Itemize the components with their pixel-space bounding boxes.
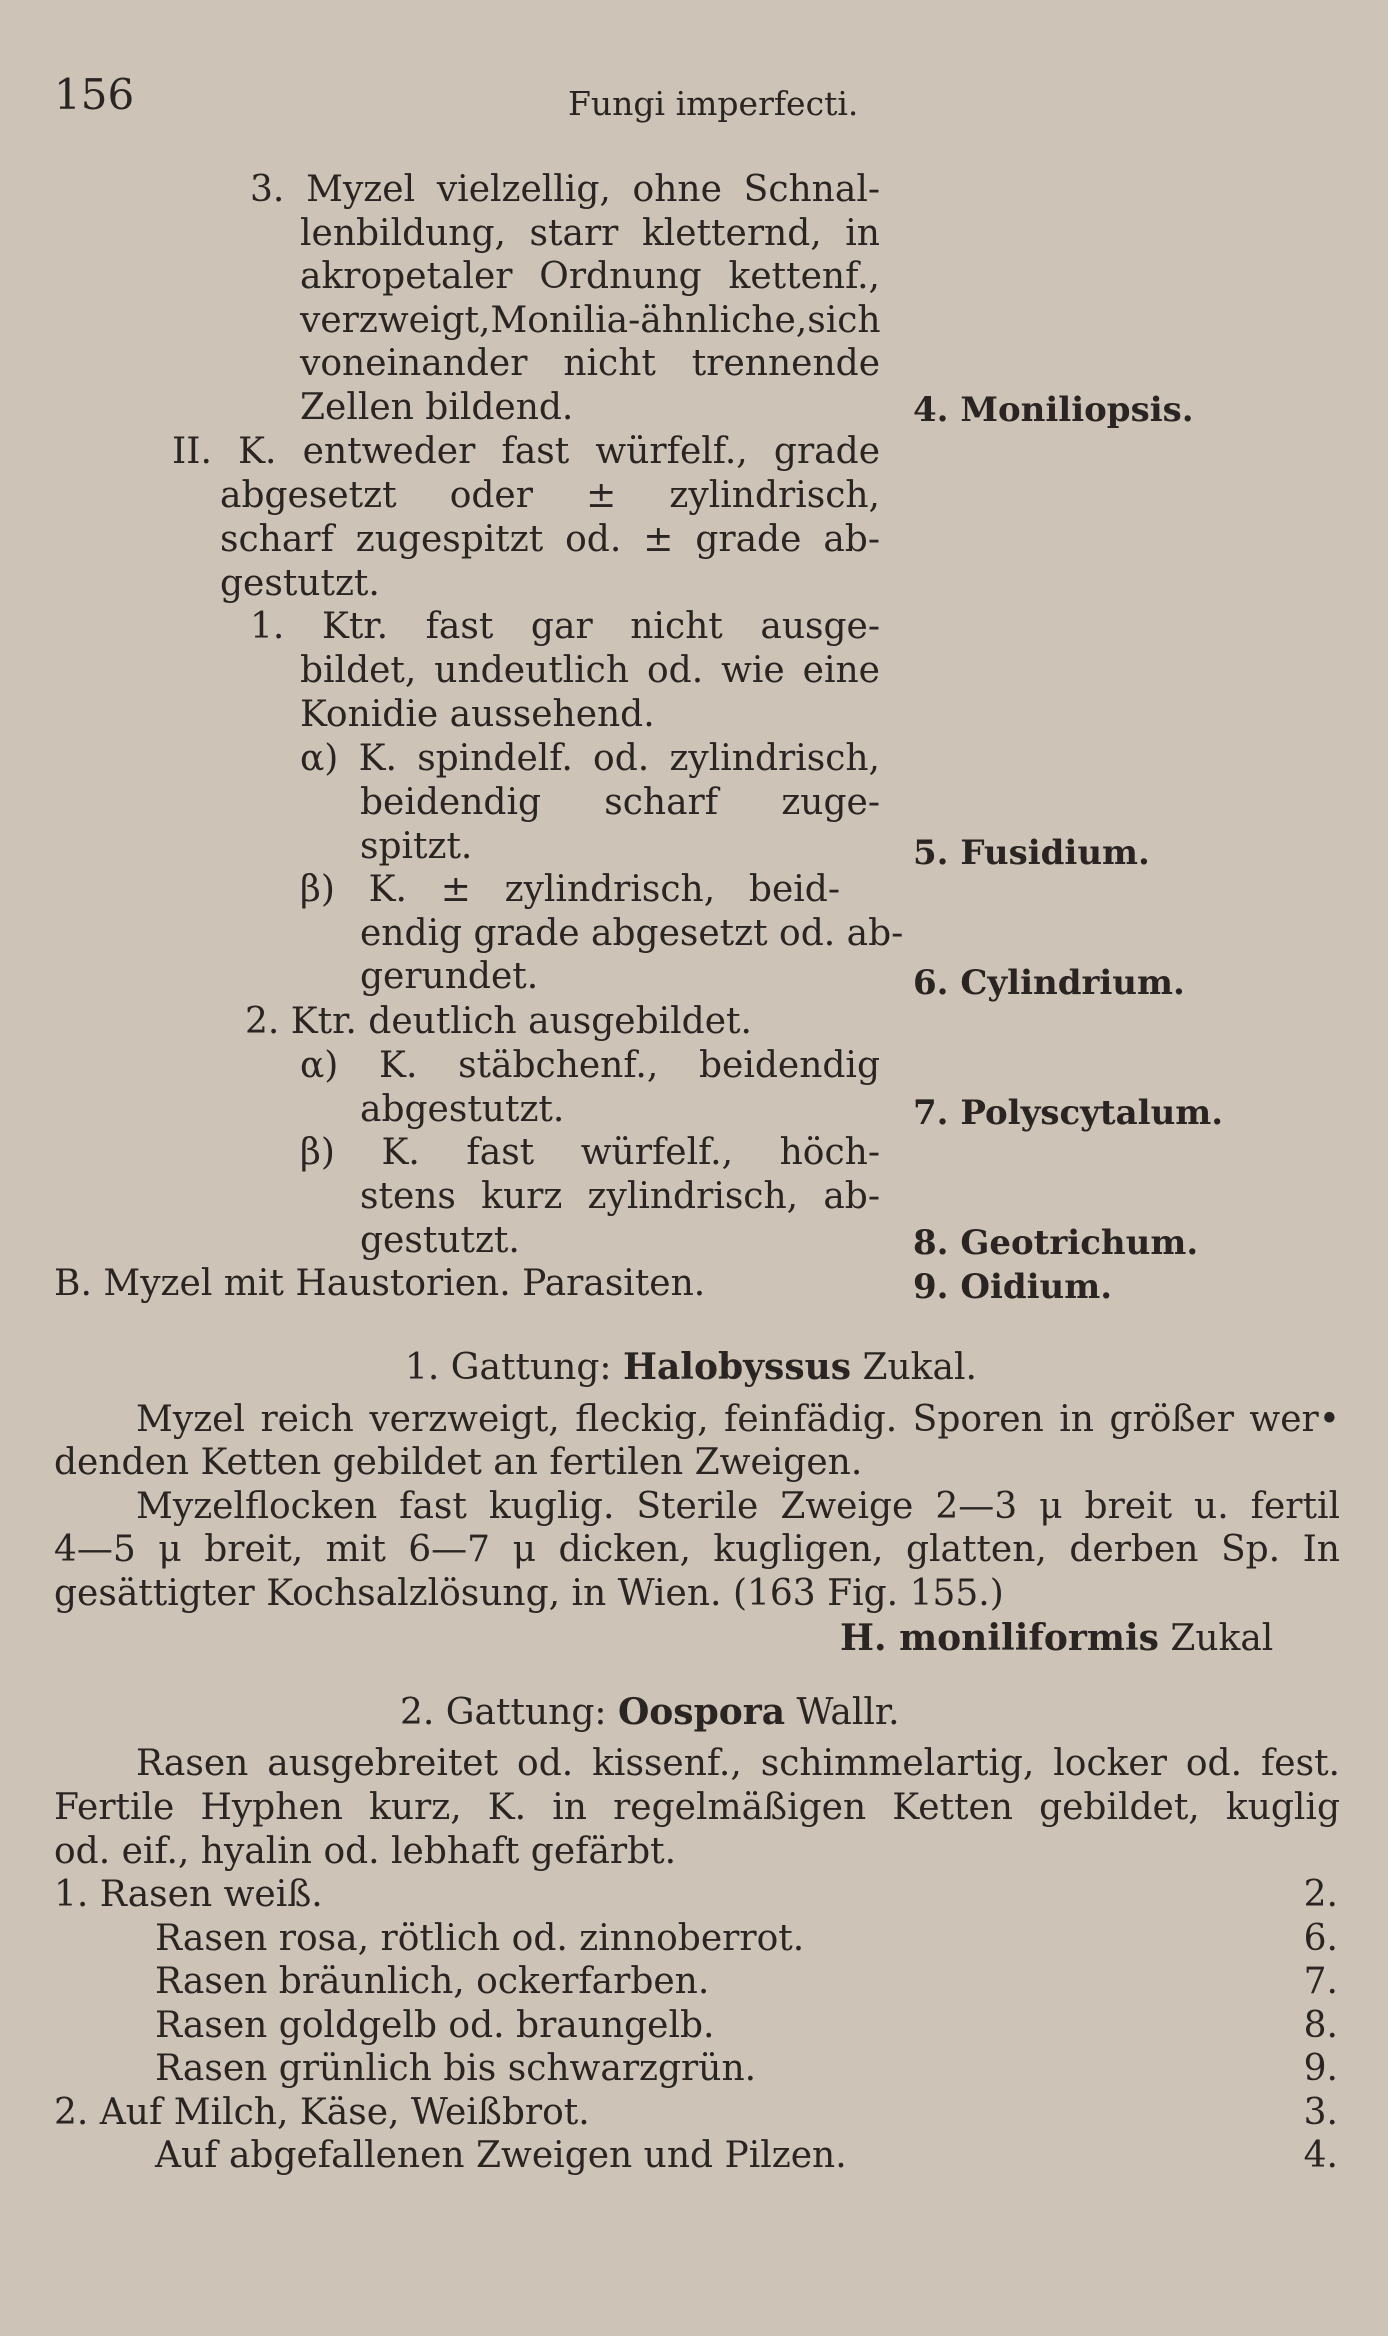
key-line: 3. Myzel vielzellig, ohne Schnal-	[250, 169, 880, 210]
heading-author: Wallr.	[785, 1692, 900, 1733]
key-entry: Rasen rosa, rötlich od. zinnoberrot.	[155, 1918, 805, 1959]
section-heading	[405, 1345, 977, 1390]
key-genus: 8. Geotrichum.	[913, 1223, 1199, 1263]
paragraph-line: gesättigter Kochsalzlösung, in Wien. (163 Fig. 155.)	[54, 1573, 1004, 1614]
key-line: II. K. entweder fast würfelf., grade	[172, 431, 880, 472]
key-line: stens kurz zylindrisch, ab-	[360, 1176, 880, 1217]
paragraph-line: Fertile Hyphen kurz, K. in regelmäßigen Ketten gebildet, kuglig	[54, 1787, 1340, 1828]
key-line: α) K. spindelf. od. zylindrisch,	[300, 738, 880, 779]
heading-genus: Halobyssus	[622, 1346, 852, 1388]
paragraph-line: 4—5 μ breit, mit 6—7 μ dicken, kugligen, glatten, derben Sp. In	[54, 1529, 1340, 1570]
key-line: gerundet.	[360, 956, 539, 997]
key-genus: 6. Cylindrium.	[913, 963, 1185, 1003]
heading-label: 1. Gattung:	[405, 1347, 623, 1388]
key-line: akropetaler Ordnung kettenf.,	[300, 256, 880, 297]
key-line: α) K. stäbchenf., beidendig	[300, 1045, 880, 1086]
species-name	[840, 1616, 1273, 1661]
key-ref: 3.	[1303, 2092, 1338, 2133]
key-line: β) K. fast würfelf., höch-	[300, 1132, 880, 1173]
key-line: gestutzt.	[220, 563, 380, 604]
key-genus: 7. Polyscytalum.	[913, 1093, 1224, 1133]
key-ref: 7.	[1303, 1961, 1338, 2002]
key-line: 2. Ktr. deutlich ausgebildet.	[245, 1001, 752, 1042]
key-line: abgesetzt oder ± zylindrisch,	[220, 475, 880, 516]
key-line: 1. Ktr. fast gar nicht ausge-	[250, 606, 880, 647]
key-line: verzweigt,Monilia-ähnliche,sich	[300, 300, 881, 341]
key-ref: 2.	[1303, 1874, 1338, 1915]
paragraph-line: denden Ketten gebildet an fertilen Zweigen.	[54, 1442, 863, 1483]
key-line: B. Myzel mit Haustorien. Parasiten.	[54, 1263, 706, 1304]
running-title: Fungi imperfecti.	[568, 84, 859, 123]
key-line: gestutzt.	[360, 1220, 520, 1261]
key-line: spitzt.	[360, 826, 473, 867]
heading-genus: Oospora	[617, 1691, 786, 1733]
key-line: Konidie aussehend.	[300, 694, 655, 735]
key-ref: 9.	[1303, 2048, 1338, 2089]
key-ref: 8.	[1303, 2005, 1338, 2046]
key-entry: 2. Auf Milch, Käse, Weißbrot.	[54, 2092, 590, 2133]
paragraph-line: Rasen ausgebreitet od. kissenf., schimmelartig, locker od. fest.	[136, 1743, 1340, 1784]
key-line: abgestutzt.	[360, 1089, 565, 1130]
key-entry: 1. Rasen weiß.	[54, 1874, 323, 1915]
key-line: beidendig scharf zuge-	[360, 782, 880, 823]
key-ref: 4.	[1303, 2135, 1338, 2176]
key-ref: 6.	[1303, 1918, 1338, 1959]
key-genus: 4. Moniliopsis.	[913, 390, 1194, 430]
page-number: 156	[54, 70, 135, 119]
section-heading	[400, 1690, 900, 1735]
key-line: endig grade abgesetzt od. ab-	[360, 913, 904, 954]
key-genus: 5. Fusidium.	[913, 833, 1150, 873]
key-line: Zellen bildend.	[300, 387, 574, 428]
paragraph-line: od. eif., hyalin od. lebhaft gefärbt.	[54, 1831, 677, 1872]
paragraph-line: Myzelflocken fast kuglig. Sterile Zweige 2—3 μ breit u. fertil	[136, 1486, 1340, 1527]
key-line: voneinander nicht trennende	[300, 343, 880, 384]
key-entry: Rasen bräunlich, ockerfarben.	[155, 1961, 710, 2002]
key-entry: Rasen goldgelb od. braungelb.	[155, 2005, 715, 2046]
key-line: scharf zugespitzt od. ± grade ab-	[220, 519, 880, 560]
key-line: lenbildung, starr kletternd, in	[300, 213, 880, 254]
key-entry: Rasen grünlich bis schwarzgrün.	[155, 2048, 757, 2089]
key-genus: 9. Oidium.	[913, 1267, 1113, 1307]
key-line: bildet, undeutlich od. wie eine	[300, 650, 880, 691]
heading-author: Zukal.	[851, 1347, 977, 1388]
species-author: Zukal	[1158, 1618, 1274, 1659]
paragraph-line: Myzel reich verzweigt, fleckig, feinfädig. Sporen in größer wer•	[136, 1399, 1340, 1440]
key-entry: Auf abgefallenen Zweigen und Pilzen.	[155, 2135, 847, 2176]
heading-label: 2. Gattung:	[400, 1692, 618, 1733]
species-binomial: H. moniliformis	[840, 1617, 1159, 1659]
key-line: β) K. ± zylindrisch, beid-	[300, 869, 840, 910]
